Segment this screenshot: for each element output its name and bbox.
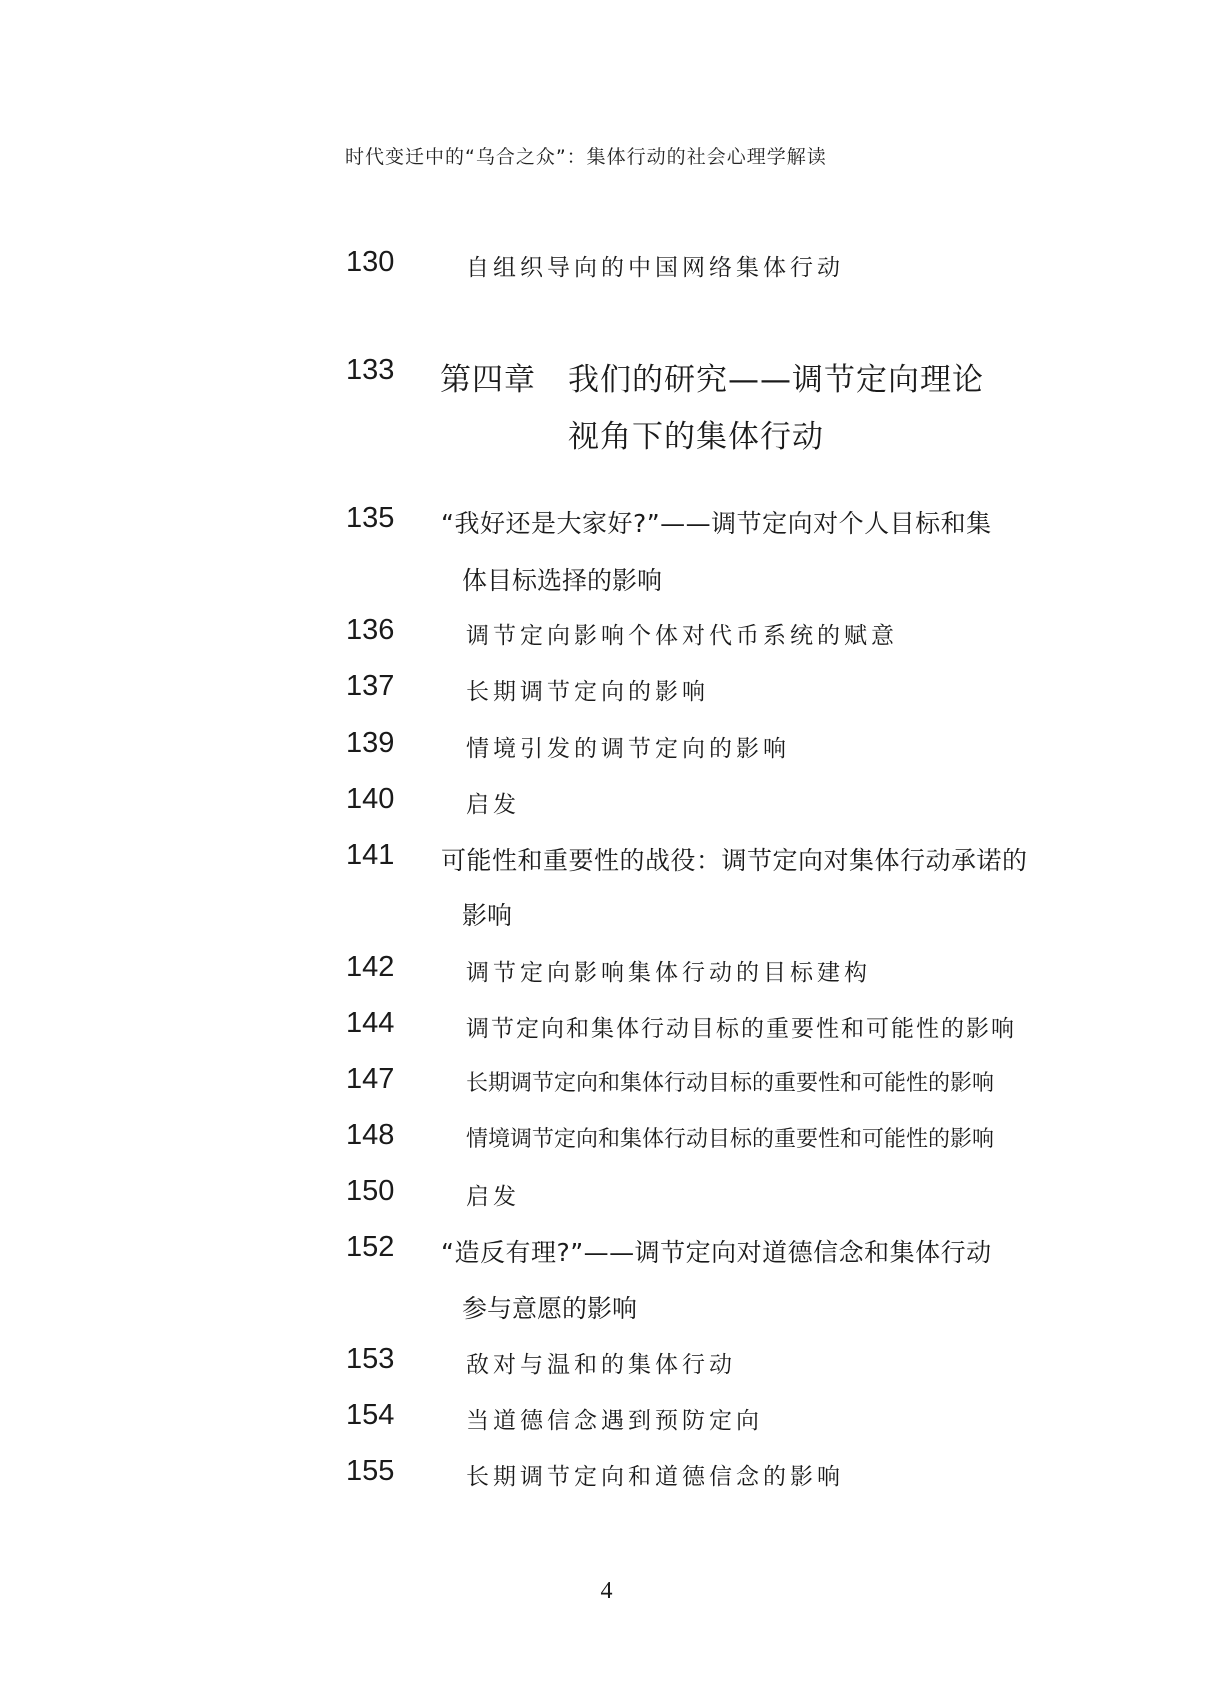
toc-entry-title: 长期调节定向和道德信念的影响 — [466, 1464, 844, 1490]
toc-section-title: “我好还是大家好?”——调节定向对个人目标和集 — [441, 509, 992, 538]
toc-section-title-continuation: 参与意愿的影响 — [462, 1294, 638, 1323]
toc-entry-title: 情境调节定向和集体行动目标的重要性和可能性的影响 — [466, 1127, 995, 1152]
toc-entry-title: 长期调节定向和集体行动目标的重要性和可能性的影响 — [466, 1071, 995, 1096]
toc-section-title: 可能性和重要性的战役：调节定向对集体行动承诺的 — [441, 846, 1028, 875]
toc-page-number: 141 — [346, 839, 395, 871]
toc-page-number: 144 — [346, 1007, 395, 1039]
toc-section-title-continuation: 影响 — [462, 901, 513, 930]
running-header: 时代变迁中的“乌合之众”：集体行动的社会心理学解读 — [345, 146, 827, 168]
toc-page-number: 133 — [346, 354, 395, 386]
toc-page-number: 140 — [346, 783, 395, 815]
toc-entry-title: 调节定向和集体行动目标的重要性和可能性的影响 — [466, 1016, 1016, 1042]
toc-entry-title: 启发 — [466, 1184, 520, 1210]
toc-page-number: 130 — [346, 246, 395, 278]
toc-entry-title: 调节定向影响集体行动的目标建构 — [466, 960, 871, 986]
toc-page-number: 147 — [346, 1063, 395, 1095]
toc-entry-title: 情境引发的调节定向的影响 — [466, 736, 790, 762]
toc-section-title-continuation: 体目标选择的影响 — [462, 566, 663, 595]
toc-page-number: 155 — [346, 1455, 395, 1487]
chapter-title-continuation: 视角下的集体行动 — [568, 419, 824, 455]
toc-page-number: 137 — [346, 670, 395, 702]
toc-entry-title: 启发 — [466, 792, 520, 818]
toc-entry-title: 长期调节定向的影响 — [466, 679, 709, 705]
chapter-title: 第四章 我们的研究——调节定向理论 — [440, 362, 984, 398]
toc-entry-title: 当道德信念遇到预防定向 — [466, 1408, 763, 1434]
toc-page-number: 152 — [346, 1231, 395, 1263]
toc-page-number: 154 — [346, 1399, 395, 1431]
toc-page-number: 142 — [346, 951, 395, 983]
toc-section-title: “造反有理?”——调节定向对道德信念和集体行动 — [441, 1238, 992, 1267]
toc-page-number: 139 — [346, 727, 395, 759]
page-number: 4 — [600, 1578, 613, 1604]
toc-entry-title: 敌对与温和的集体行动 — [466, 1352, 736, 1378]
toc-page-number: 150 — [346, 1175, 395, 1207]
toc-page-number: 136 — [346, 614, 395, 646]
toc-page-number: 153 — [346, 1343, 395, 1375]
toc-entry-title: 自组织导向的中国网络集体行动 — [466, 255, 844, 281]
toc-entry-title: 调节定向影响个体对代币系统的赋意 — [466, 623, 898, 649]
toc-page-number: 148 — [346, 1119, 395, 1151]
toc-page-number: 135 — [346, 502, 395, 534]
